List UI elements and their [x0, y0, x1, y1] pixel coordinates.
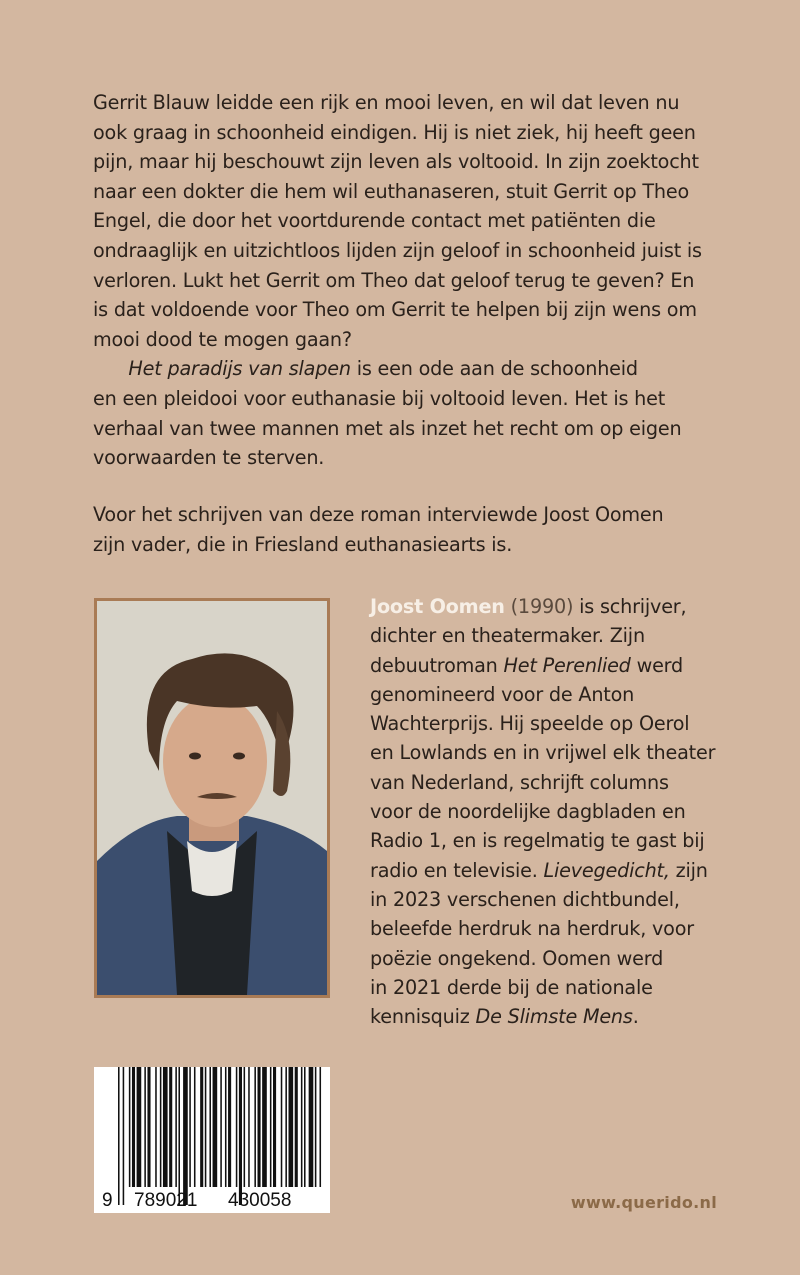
- text-segment: is schrijver,: [573, 595, 687, 618]
- text-segment: (1990): [504, 595, 574, 618]
- text-segment: Wachterprijs. Hij speelde op Oerol: [370, 712, 690, 736]
- barcode-bar: [183, 1067, 188, 1205]
- text-segment: genomineerd voor de Anton: [370, 682, 635, 706]
- text-line: [93, 118, 702, 148]
- publisher-url[interactable]: www.querido.nl: [570, 1193, 717, 1212]
- text-segment: is een ode aan de schoonheid: [350, 357, 638, 381]
- italic-title: De Slimste Mens: [475, 1005, 633, 1029]
- barcode-bar: [205, 1067, 207, 1187]
- barcode-bar: [155, 1067, 157, 1187]
- text-line: [370, 1002, 715, 1031]
- text-line: [93, 384, 702, 414]
- barcode-bar: [178, 1067, 180, 1205]
- text-segment: .: [632, 1005, 639, 1029]
- text-segment: verhaal van twee mannen met als inzet het recht om op eigen: [93, 416, 682, 440]
- barcode-bar: [194, 1067, 196, 1187]
- blurb-paragraph-1: [93, 88, 702, 473]
- text-line: [93, 500, 663, 530]
- barcode-bar: [189, 1067, 191, 1187]
- barcode-bar: [254, 1067, 256, 1187]
- text-line: [370, 680, 715, 709]
- text-segment: naar een dokter die hem wil euthanaseren, stuit Gerrit op Theo: [93, 179, 690, 203]
- barcode-bars: [94, 1067, 330, 1213]
- text-line: [370, 856, 715, 885]
- author-name: Joost Oomen: [370, 595, 505, 618]
- barcode-digits: 430058: [228, 1190, 292, 1211]
- barcode-bar: [137, 1067, 142, 1187]
- barcode-bar: [200, 1067, 203, 1187]
- barcode-bar: [209, 1067, 211, 1187]
- barcode-bar: [163, 1067, 168, 1187]
- text-segment: radio en televisie.: [370, 858, 544, 882]
- text-segment: Radio 1, en is regelmatig te gast bij: [370, 829, 705, 853]
- barcode-bar: [270, 1067, 272, 1187]
- text-segment: debuutroman: [370, 653, 504, 677]
- text-line: [93, 325, 702, 355]
- blurb-paragraph-2: [93, 500, 663, 559]
- author-photo: [94, 598, 330, 998]
- barcode-digits: 789021: [134, 1190, 198, 1211]
- text-line: [370, 621, 715, 650]
- text-line: [370, 914, 715, 943]
- text-segment: verloren. Lukt het Gerrit om Theo dat geloof terug te geven? En: [93, 268, 695, 292]
- text-segment: ondraaglijk en uitzichtloos lijden zijn geloof in schoonheid juist is: [93, 238, 702, 262]
- barcode-bar: [281, 1067, 283, 1187]
- barcode-bar: [228, 1067, 231, 1187]
- text-segment: zijn: [669, 858, 708, 882]
- text-segment: zijn vader, die in Friesland euthanasiearts is.: [93, 532, 513, 556]
- barcode-bar: [258, 1067, 261, 1187]
- barcode-bar: [213, 1067, 218, 1187]
- text-line: [370, 651, 715, 680]
- text-line: [93, 295, 702, 325]
- barcode-bar: [295, 1067, 298, 1187]
- italic-title: Het Perenlied: [503, 653, 631, 677]
- text-segment: [93, 357, 128, 380]
- text-line: [93, 177, 702, 207]
- barcode-bar: [160, 1067, 162, 1187]
- text-segment: in 2023 verschenen dichtbundel,: [370, 887, 680, 911]
- text-line: [93, 147, 702, 177]
- text-line: [370, 738, 715, 767]
- barcode-bar: [236, 1067, 238, 1187]
- italic-title: Lievegedicht,: [543, 858, 670, 882]
- barcode-bar: [320, 1067, 322, 1187]
- text-line: [93, 354, 702, 384]
- barcode-bar: [285, 1067, 287, 1187]
- text-line: [370, 768, 715, 797]
- barcode-bar: [304, 1067, 306, 1187]
- text-line: [93, 530, 663, 560]
- barcode-bar: [118, 1067, 120, 1205]
- text-segment: in 2021 derde bij de nationale: [370, 975, 653, 999]
- barcode-bar: [315, 1067, 317, 1187]
- barcode-bar: [225, 1067, 227, 1187]
- text-line: [370, 944, 715, 973]
- barcode-bar: [175, 1067, 177, 1187]
- text-line: [370, 709, 715, 738]
- barcode-bar: [289, 1067, 294, 1187]
- text-segment: Engel, die door het voortdurende contact met patiënten die: [93, 209, 656, 233]
- barcode-bar: [244, 1067, 246, 1187]
- text-segment: kennisquiz: [370, 1005, 476, 1029]
- barcode-digits: 9: [102, 1190, 113, 1211]
- text-segment: beleefde herdruk na herdruk, voor: [370, 917, 694, 941]
- barcode-bar: [147, 1067, 150, 1187]
- text-line: [370, 592, 715, 621]
- text-segment: en Lowlands en in vrijwel elk theater: [370, 741, 716, 765]
- text-line: [370, 797, 715, 826]
- barcode-bar: [132, 1067, 135, 1187]
- text-line: [93, 266, 702, 296]
- barcode-bar: [309, 1067, 314, 1187]
- text-line: [93, 443, 702, 473]
- text-segment: is dat voldoende voor Theo om Gerrit te helpen bij zijn wens om: [93, 298, 697, 322]
- text-line: [93, 88, 702, 118]
- text-line: [93, 206, 702, 236]
- barcode-bar: [169, 1067, 172, 1187]
- barcode-bar: [248, 1067, 250, 1187]
- text-segment: van Nederland, schrijft columns: [370, 770, 669, 794]
- text-segment: poëzie ongekend. Oomen werd: [370, 946, 664, 970]
- barcode-bar: [301, 1067, 303, 1187]
- barcode-bar: [144, 1067, 146, 1187]
- isbn-barcode: [94, 1067, 330, 1213]
- text-segment: en een pleidooi voor euthanasie bij voltooid leven. Het is het: [93, 386, 666, 410]
- text-segment: Gerrit Blauw leidde een rijk en mooi leven, en wil dat leven nu: [93, 91, 680, 114]
- text-segment: ook graag in schoonheid eindigen. Hij is niet ziek, hij heeft geen: [93, 120, 696, 144]
- barcode-bar: [273, 1067, 276, 1187]
- text-line: [93, 414, 702, 444]
- italic-title: Het paradijs van slapen: [128, 357, 351, 381]
- text-segment: dichter en theatermaker. Zijn: [370, 624, 645, 648]
- barcode-bar: [239, 1067, 242, 1205]
- text-segment: mooi dood te mogen gaan?: [93, 327, 352, 351]
- text-segment: pijn, maar hij beschouwt zijn leven als voltooid. In zijn zoektocht: [93, 150, 699, 174]
- barcode-bar: [123, 1067, 125, 1205]
- barcode-bar: [262, 1067, 267, 1187]
- author-bio: [370, 592, 715, 1031]
- text-segment: voor de noordelijke dagbladen en: [370, 800, 686, 824]
- barcode-bar: [129, 1067, 131, 1187]
- text-line: [370, 973, 715, 1002]
- text-line: [370, 885, 715, 914]
- text-segment: werd: [630, 653, 683, 677]
- text-segment: Voor het schrijven van deze roman interviewde Joost Oomen: [93, 503, 664, 526]
- text-line: [93, 236, 702, 266]
- barcode-bar: [220, 1067, 222, 1187]
- text-line: [370, 826, 715, 855]
- text-segment: voorwaarden te sterven.: [93, 446, 325, 470]
